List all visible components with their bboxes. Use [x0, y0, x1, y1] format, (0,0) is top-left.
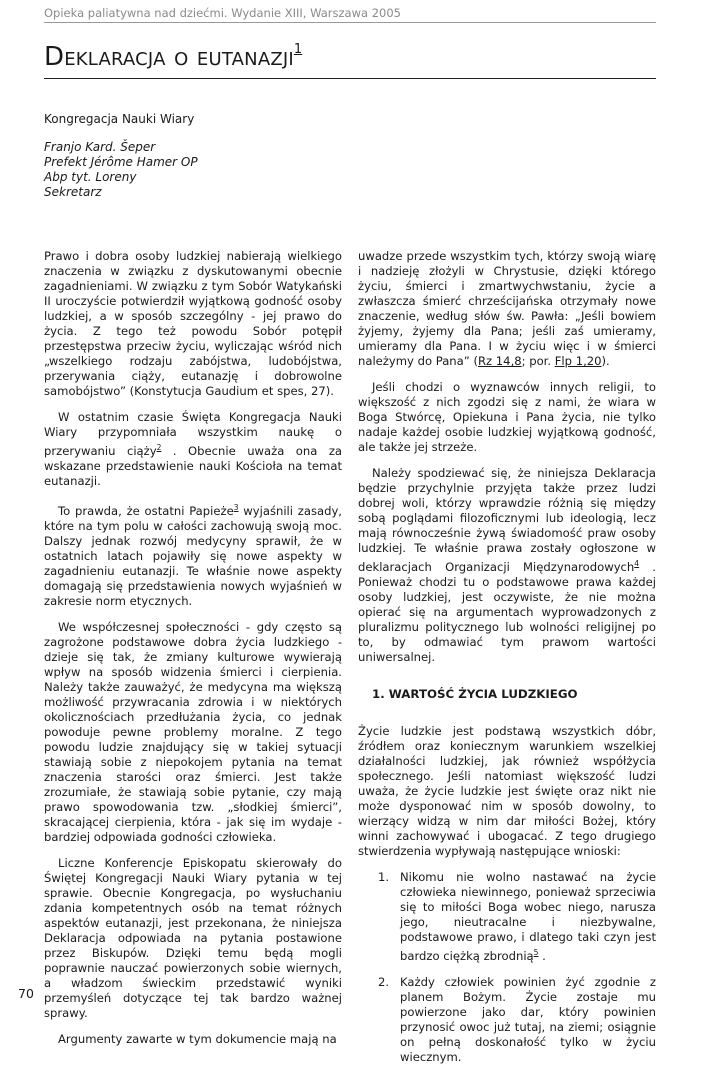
list-item	[358, 870, 656, 964]
signatories-block	[44, 112, 198, 200]
paragraph-text: wyjaśnili zasady, które na tym polu w całości zachowują swoją moc. Dalszy jednak rozwój medycyny sprawił, że w ostatnich latach pojawiły się nowe aspekty w zagadnieniu eutanazji. Te właśnie nowe aspekty domagają się przedstawienia nowych wyjaśnień w zakresie norm etycznych.	[44, 503, 342, 608]
list-number: 1.	[378, 869, 390, 884]
footnote-link[interactable]: 2	[156, 443, 162, 452]
paragraph: Jeśli chodzi o wyznawców innych religii, to większość z nich zgodzi się z nami, że wiara w Boga Stwórcę, Opiekuna i Pana życia, nie tylko nadaje każdej osobie ludzkiej wyjątkową godność, ale także jej strzeże.	[358, 380, 656, 454]
paragraph-text: To prawda, że ostatni Papieże	[58, 503, 234, 518]
numbered-list	[358, 870, 656, 1065]
paragraph-text: ; por.	[521, 354, 555, 368]
paragraph-text: ).	[601, 354, 610, 368]
signatory-line: Prefekt Jérôme Hamer OP	[44, 155, 198, 169]
paragraph	[44, 410, 342, 489]
paragraph-text: uwadze przede wszystkim tych, którzy swoją wiarę i nadzieję złożyli w Chrystusie, dzięki którego życiu, śmierci i zmartwychwstaniu, życie a zwłaszcza śmierć chrześcijańska otrzymały nowe znaczenie, według słów św. Pawła: „Jeśli bowiem żyjemy, żyjemy dla Pana; jeśli zaś umieramy, umieramy dla Pana. I w życiu więc i w śmierci należymy do Pana” (	[358, 249, 656, 368]
scripture-link-rz[interactable]: Rz 14,8	[477, 354, 522, 368]
list-item-text: .	[538, 948, 546, 963]
signatory-line: Abp tyt. Loreny	[44, 170, 137, 184]
document-title	[44, 40, 656, 79]
paragraph	[44, 500, 342, 609]
paragraph: Argumenty zawarte w tym dokumencie mają na	[58, 1031, 337, 1046]
footnote-link[interactable]: 4	[634, 559, 640, 568]
running-title: Opieka paliatywna nad dziećmi. Wydanie XIII, Warszawa 2005	[44, 6, 401, 20]
footnote-link[interactable]: 3	[233, 502, 239, 512]
congregation-name: Kongregacja Nauki Wiary	[44, 112, 195, 126]
paragraph: Liczne Konferencje Episkopatu skierowały do Świętej Kongregacji Nauki Wiary pytania w tej sprawie. Obecnie Kongregacja, po wysłuchaniu zdania kompetentnych osób na temat różnych aspektów eutanazji, jest przekonana, że niniejsza Deklaracja odpowiada na pytania postawione przez Biskupów. Dzięki temu będą mogli poprawnie nauczać powierzonych sobie wiernych, a władzom świeckim przedstawić wyniki przemyśleń dotyczące tej tak bardzo ważnej sprawy.	[44, 855, 342, 1020]
paragraph-text: . Obecnie uważa ona za wskazane przedstawienie nauki Kościoła na temat eutanazji.	[44, 443, 343, 488]
list-item-text: Nikomu nie wolno nastawać na życie człowieka niewinnego, ponieważ sprzeciwia się to miłości Boga wobec niego, narusza jego, nieutracalne i niezbywalne, podstawowe prawo, i dlatego taki czyn jest bardzo ciężką zbrodnią	[400, 869, 656, 963]
signatory-line: Franjo Kard. Šeper	[44, 140, 156, 154]
paragraph: Prawo i dobra osoby ludzkiej nabierają wielkiego znaczenia w związku z dyskutowanymi obecnie zagadnieniami. W związku z tym Sobór Watykański II uroczyście potwierdził wyjątkową godność osoby ludzkiej, a w sposób szczególny - jej prawo do życia. Z tego też powodu Sobór potępił przestępstwa przeciw życiu, wyliczając wśród nich „wszelkiego rodzaju zabójstwa, ludobójstwa, przerywania ciąży, eutanazję i dobrowolne samobójstwo” (Konstytucja Gaudium et spes, 27).	[44, 249, 342, 398]
paragraph-text: Należy spodziewać się, że niniejsza Deklaracja będzie przychylnie przyjęta także przez ludzi dobrej woli, którzy wprawdzie różnią się między sobą poglądami filozoficznymi lub ideologią, lecz mają równocześnie żywą świadomość praw osoby ludzkiej. Te właśnie prawa zostały ogłoszone w deklaracjach Organizacji Międzynarodowych	[358, 466, 656, 574]
list-item	[358, 975, 656, 1065]
footnote-link[interactable]: 5	[533, 947, 539, 957]
scripture-link-flp[interactable]: Flp 1,20	[554, 354, 602, 368]
running-header	[44, 0, 656, 23]
title-text: Deklaracja o eutanazji	[44, 42, 294, 72]
list-item-text: Każdy człowiek powinien żyć zgodnie z planem Bożym. Życie zostaje mu powierzone jako dar, który powinien przynosić owoc już tutaj, na ziemi; osiągnie on pełną doskonałość tylko w życiu wiecznym.	[400, 974, 656, 1064]
signatory-line: Sekretarz	[44, 185, 102, 199]
paragraph-text: W ostatnim czasie Święta Kongregacja Nauki Wiary przypomniała wszystkim naukę o przerywaniu ciąży	[44, 410, 342, 458]
right-column	[358, 249, 656, 1076]
section-heading: 1. WARTOŚĆ ŻYCIA LUDZKIEGO	[372, 686, 578, 701]
paragraph: Życie ludzkie jest podstawą wszystkich dóbr, źródłem oraz koniecznym warunkiem wszelkiej działalności ludzkiej, jak również współżycia społecznego. Jeśli natomiast większość ludzi uważa, że życie ludzkie jest święte oraz nikt nie może dysponować nim w sposób dowolny, to wierzący widzą w nim dar miłości Bożej, który winni zachowywać i ubogacać. Z tego drugiego stwierdzenia wypływają następujące wnioski:	[358, 723, 656, 858]
paragraph	[358, 466, 656, 665]
paragraph-text: . Ponieważ chodzi tu o podstawowe prawa każdej osoby ludzkiej, jest oczywiste, że nie można opierać się na argumentach wyprowadzonych z pluralizmu politycznego lub wolności religijnej po to, by odmawiać tym prawom wartości uniwersalnej.	[358, 559, 656, 664]
paragraph: We współczesnej społeczności - gdy często są zagrożone podstawowe dobra życia ludzkiego - dzieje się tak, że zmiany kulturowe wywierają wpływ na sposób widzenia śmierci i cierpienia. Należy także zauważyć, że medycyna ma większą możliwość przywracania zdrowia i w niektórych okolicznościach przedłużania życia, co jednak powoduje pewne problemy moralne. Z tego powodu ludzie znajdujący się w takiej sytuacji stawiają sobie z niepokojem pytania na temat znaczenia starości oraz śmierci. Jest także zrozumiałe, że stawiają sobie pytanie, czy mają prawo spowodowania tzw. „słodkiej śmierci”, skracającej cierpienia, która - jak się im wydaje - bardziej odpowiada godności człowieka.	[44, 619, 342, 844]
paragraph	[358, 249, 656, 369]
list-number: 2.	[378, 974, 390, 989]
page-number: 70	[18, 986, 34, 1001]
left-column	[44, 249, 342, 1058]
title-footnote-link[interactable]: 1	[293, 42, 303, 57]
